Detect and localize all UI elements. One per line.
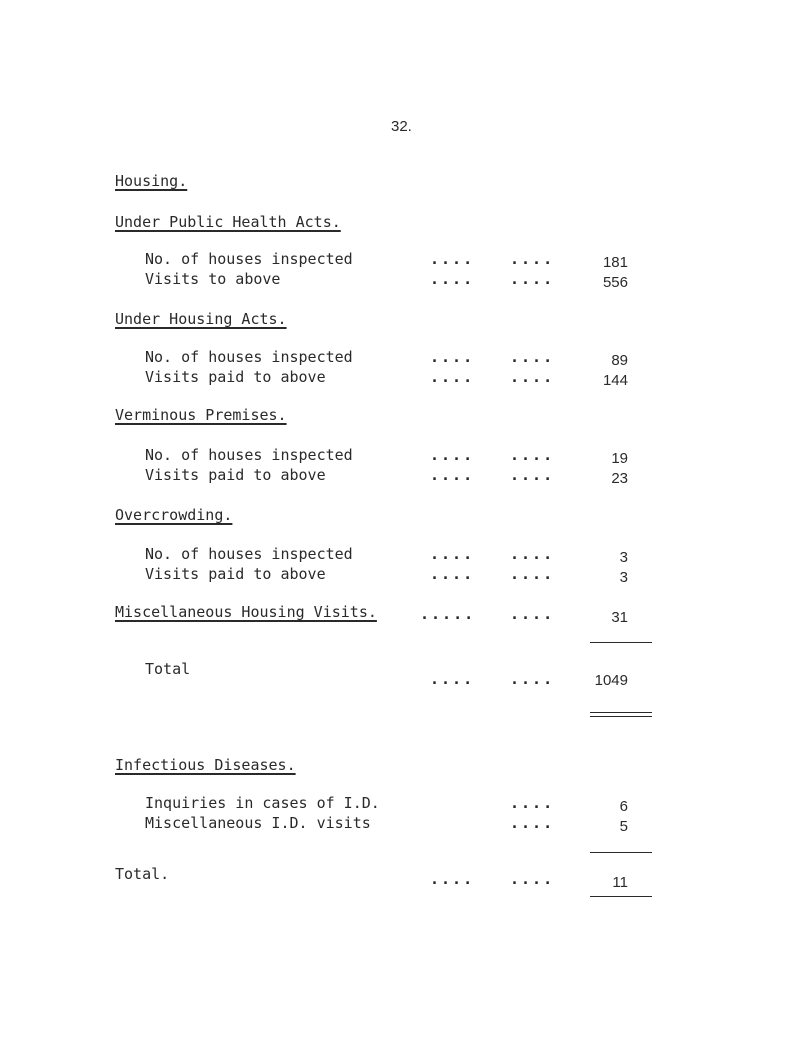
dots: .....	[420, 605, 476, 623]
row-label: Visits paid to above	[145, 466, 326, 484]
total-value: 11	[612, 874, 628, 891]
row-label: Miscellaneous I.D. visits	[145, 814, 371, 832]
dots: ....	[510, 814, 555, 832]
section-title-infectious: Infectious Diseases.	[115, 756, 296, 774]
subsection-title-overcrowding: Overcrowding.	[115, 506, 233, 524]
total-rule-bottom	[590, 896, 652, 897]
row-value: 3	[619, 569, 628, 586]
dots: ....	[510, 870, 555, 888]
subsection-title-housing-acts: Under Housing Acts.	[115, 310, 287, 328]
page-number: 32.	[391, 118, 412, 135]
dots: ....	[510, 446, 555, 464]
row-value: 5	[619, 818, 628, 835]
dots: ....	[510, 545, 555, 563]
section-title-housing: Housing.	[115, 172, 188, 190]
total-rule-top	[590, 852, 652, 853]
row-value: 144	[602, 372, 628, 389]
subsection-title-verminous: Verminous Premises.	[115, 406, 287, 424]
dots: ....	[510, 250, 555, 268]
row-value: 3	[619, 549, 628, 566]
row-value: 556	[602, 274, 628, 291]
row-label: Visits paid to above	[145, 368, 326, 386]
misc-housing-label: Miscellaneous Housing Visits.	[115, 603, 377, 621]
row-label: No. of houses inspected	[145, 348, 353, 366]
dots: ....	[430, 250, 475, 268]
total-label: Total.	[115, 865, 170, 883]
dots: ....	[430, 348, 475, 366]
dots: ....	[510, 605, 555, 623]
subsection-title-public-health: Under Public Health Acts.	[115, 213, 341, 231]
total-rule-bottom-1	[590, 712, 652, 713]
dots: ....	[430, 270, 475, 288]
dots: ....	[510, 368, 555, 386]
row-label: No. of houses inspected	[145, 250, 353, 268]
row-label: No. of houses inspected	[145, 545, 353, 563]
total-label: Total	[145, 660, 191, 678]
row-value: 181	[602, 254, 628, 271]
dots: ....	[510, 565, 555, 583]
row-value: 6	[619, 798, 628, 815]
dots: ....	[510, 670, 555, 688]
row-value: 89	[611, 352, 628, 369]
row-value: 23	[611, 470, 628, 487]
dots: ....	[430, 545, 475, 563]
dots: ....	[430, 565, 475, 583]
dots: ....	[430, 870, 475, 888]
dots: ....	[510, 270, 555, 288]
row-value: 31	[611, 609, 628, 626]
row-label: Visits paid to above	[145, 565, 326, 583]
total-rule-bottom-2	[590, 716, 652, 717]
total-value: 1049	[594, 672, 628, 689]
row-label: Visits to above	[145, 270, 281, 288]
row-label: Inquiries in cases of I.D.	[145, 794, 380, 812]
dots: ....	[430, 466, 475, 484]
row-value: 19	[611, 450, 628, 467]
row-label: No. of houses inspected	[145, 446, 353, 464]
dots: ....	[430, 446, 475, 464]
dots: ....	[510, 794, 555, 812]
dots: ....	[430, 670, 475, 688]
dots: ....	[430, 368, 475, 386]
total-rule-top	[590, 642, 652, 643]
dots: ....	[510, 466, 555, 484]
dots: ....	[510, 348, 555, 366]
